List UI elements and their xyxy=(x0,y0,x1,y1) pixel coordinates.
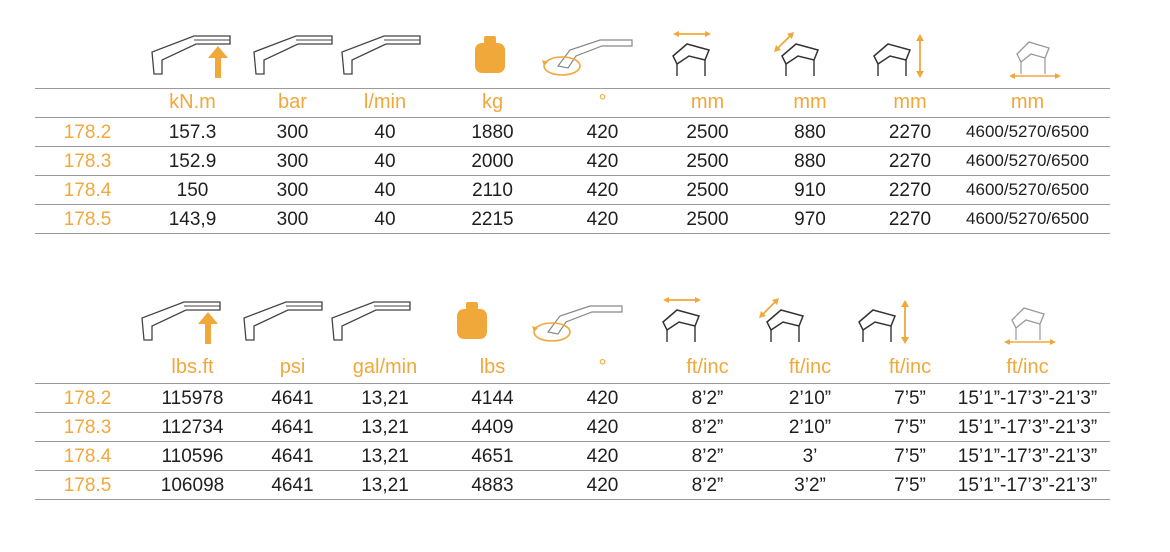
unit-slewing: ° xyxy=(598,356,607,378)
height-dimension-icon xyxy=(870,30,930,80)
oil-flow: 13,21 xyxy=(361,388,409,409)
depth-dimension-icon xyxy=(770,30,830,80)
unit-oil-flow: gal/min xyxy=(352,356,418,378)
model-code: 178.5 xyxy=(63,475,112,496)
height: 2270 xyxy=(888,151,932,172)
pressure: 4641 xyxy=(271,388,314,409)
height-dimension-icon xyxy=(855,296,915,346)
oil-flow: 13,21 xyxy=(361,446,409,467)
slewing: 420 xyxy=(586,180,619,201)
table-row xyxy=(35,147,1110,176)
height: 2270 xyxy=(888,180,932,201)
unit-height: ft/inc xyxy=(888,356,932,378)
oil-flow: 13,21 xyxy=(361,417,409,438)
oil-flow: 13,21 xyxy=(361,475,409,496)
slewing-angle-icon xyxy=(540,30,635,80)
slewing: 420 xyxy=(586,475,619,496)
table-row xyxy=(35,176,1110,205)
slewing: 420 xyxy=(586,209,619,230)
crane-lifting-moment-icon xyxy=(140,296,230,346)
crane-lifting-moment-icon xyxy=(150,30,240,80)
stabilizer-spread: 4600/5270/6500 xyxy=(966,151,1089,170)
unit-height: mm xyxy=(893,91,927,113)
unit-pressure: bar xyxy=(278,91,307,113)
unit-oil-flow: l/min xyxy=(363,91,407,113)
model-code: 178.3 xyxy=(63,417,112,438)
depth: 3’2” xyxy=(794,475,826,496)
depth: 880 xyxy=(794,151,826,172)
unit-width: mm xyxy=(690,91,725,113)
lifting-moment: 112734 xyxy=(161,417,224,438)
oil-flow: 40 xyxy=(374,151,396,172)
stabilizer-spread-icon xyxy=(1000,296,1060,346)
weight: 1880 xyxy=(471,122,514,143)
lifting-moment: 115978 xyxy=(161,388,224,409)
pressure: 4641 xyxy=(271,446,314,467)
stabilizer-spread: 4600/5270/6500 xyxy=(966,122,1089,141)
crane-oil-flow-icon xyxy=(328,296,413,346)
slewing: 420 xyxy=(586,151,619,172)
depth: 880 xyxy=(794,122,826,143)
width: 2500 xyxy=(686,151,729,172)
lifting-moment: 150 xyxy=(176,180,209,201)
unit-depth: mm xyxy=(793,91,827,113)
pressure: 300 xyxy=(276,151,309,172)
model-code: 178.2 xyxy=(63,388,112,409)
crane-pressure-icon xyxy=(250,30,335,80)
width: 8’2” xyxy=(691,446,724,467)
pressure: 4641 xyxy=(271,475,314,496)
unit-depth: ft/inc xyxy=(788,356,832,378)
model-code: 178.3 xyxy=(63,151,112,172)
stabilizer-spread-icon xyxy=(1005,30,1065,80)
model-code: 178.4 xyxy=(63,446,112,467)
table-row xyxy=(35,471,1110,500)
width-dimension-icon xyxy=(665,30,725,80)
pressure: 4641 xyxy=(271,417,314,438)
height: 2270 xyxy=(888,122,932,143)
depth: 3’ xyxy=(802,446,818,467)
weight: 4409 xyxy=(471,417,514,438)
depth-dimension-icon xyxy=(755,296,815,346)
width: 8’2” xyxy=(691,417,724,438)
weight: 4883 xyxy=(471,475,514,496)
width: 8’2” xyxy=(691,475,724,496)
metric-spec-table xyxy=(35,30,1110,234)
weight: 4651 xyxy=(471,446,514,467)
slewing: 420 xyxy=(586,446,619,467)
height: 7’5” xyxy=(894,446,926,467)
unit-width: ft/inc xyxy=(686,356,729,378)
depth: 2’10” xyxy=(788,388,832,409)
weight: 2000 xyxy=(471,151,514,172)
depth: 910 xyxy=(794,180,826,201)
unit-stabilizer: ft/inc xyxy=(1006,356,1049,378)
lifting-moment: 106098 xyxy=(160,475,225,496)
width: 8’2” xyxy=(691,388,724,409)
oil-flow: 40 xyxy=(374,122,396,143)
model-code: 178.2 xyxy=(63,122,112,143)
slewing: 420 xyxy=(586,388,619,409)
weight-icon xyxy=(447,296,497,346)
depth: 2’10” xyxy=(788,417,832,438)
weight: 4144 xyxy=(471,388,514,409)
stabilizer-spread: 15’1”-17’3”-21’3” xyxy=(957,475,1098,496)
slewing: 420 xyxy=(586,122,619,143)
imperial-unit-row xyxy=(35,354,1110,384)
depth: 970 xyxy=(794,209,826,230)
width: 2500 xyxy=(686,122,729,143)
unit-pressure: psi xyxy=(279,356,306,378)
weight: 2110 xyxy=(472,180,513,201)
width-dimension-icon xyxy=(655,296,715,346)
table-row xyxy=(35,413,1110,442)
stabilizer-spread: 4600/5270/6500 xyxy=(966,209,1089,228)
width: 2500 xyxy=(686,180,729,201)
crane-pressure-icon xyxy=(240,296,325,346)
weight: 2215 xyxy=(471,209,514,230)
table-row xyxy=(35,442,1110,471)
unit-slewing: ° xyxy=(598,91,607,113)
unit-lifting-moment: kN.m xyxy=(169,91,216,113)
lifting-moment: 152.9 xyxy=(168,151,217,172)
stabilizer-spread: 15’1”-17’3”-21’3” xyxy=(957,417,1098,438)
crane-oil-flow-icon xyxy=(338,30,423,80)
imperial-icon-row xyxy=(35,296,1110,354)
width: 2500 xyxy=(686,209,729,230)
unit-stabilizer: mm xyxy=(1010,91,1045,113)
weight-icon xyxy=(465,30,515,80)
stabilizer-spread: 15’1”-17’3”-21’3” xyxy=(957,388,1098,409)
oil-flow: 40 xyxy=(374,209,396,230)
height: 7’5” xyxy=(894,388,926,409)
pressure: 300 xyxy=(276,180,309,201)
model-code: 178.5 xyxy=(63,209,112,230)
table-row xyxy=(35,205,1110,234)
lifting-moment: 143,9 xyxy=(168,209,217,230)
slewing-angle-icon xyxy=(530,296,625,346)
metric-icon-row xyxy=(35,30,1110,88)
table-row xyxy=(35,118,1110,147)
unit-lifting-moment: lbs.ft xyxy=(171,356,214,378)
stabilizer-spread: 15’1”-17’3”-21’3” xyxy=(957,446,1098,467)
table-row xyxy=(35,384,1110,413)
height: 7’5” xyxy=(894,417,926,438)
unit-weight: lbs xyxy=(479,356,506,378)
unit-weight: kg xyxy=(481,91,504,113)
model-code: 178.4 xyxy=(63,180,112,201)
slewing: 420 xyxy=(586,417,619,438)
imperial-spec-table xyxy=(35,296,1110,500)
height: 2270 xyxy=(888,209,932,230)
stabilizer-spread: 4600/5270/6500 xyxy=(966,180,1089,199)
pressure: 300 xyxy=(276,122,309,143)
oil-flow: 40 xyxy=(374,180,396,201)
lifting-moment: 157.3 xyxy=(168,122,217,143)
metric-unit-row xyxy=(35,88,1110,118)
pressure: 300 xyxy=(276,209,309,230)
lifting-moment: 110596 xyxy=(161,446,224,467)
height: 7’5” xyxy=(894,475,926,496)
